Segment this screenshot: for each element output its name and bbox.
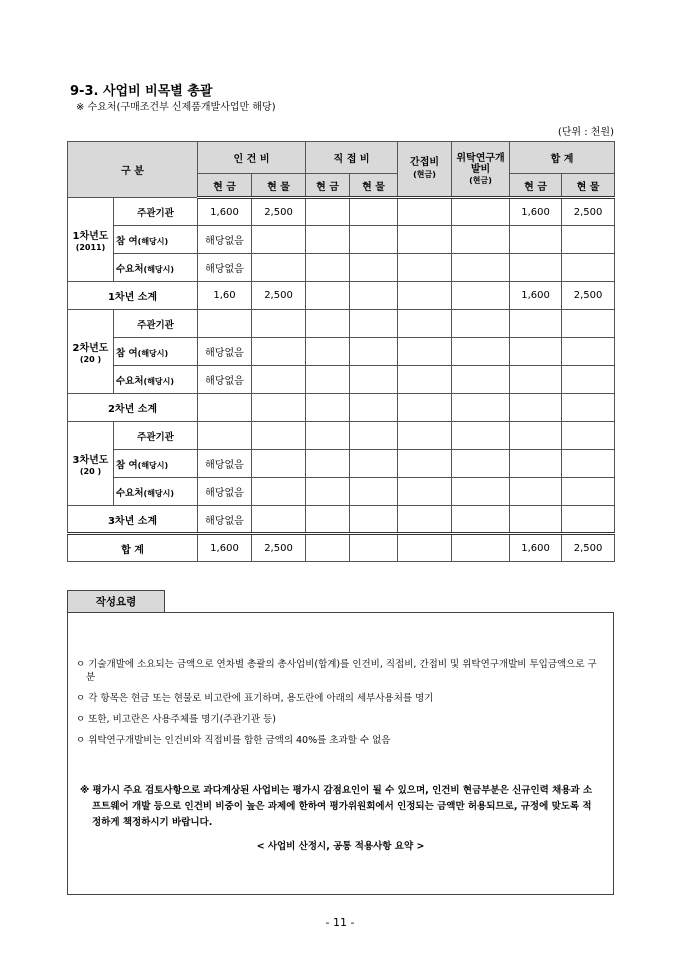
table-row (68, 450, 615, 478)
value-cell: 해당없음 (198, 478, 252, 506)
value-cell (510, 478, 562, 506)
header-direct-cash: 현 금 (306, 174, 350, 198)
value-cell (350, 366, 398, 394)
value-cell: 해당없음 (198, 450, 252, 478)
value-cell (398, 338, 452, 366)
section-note: ※ 수요처(구매조건부 신제품개발사업만 해당) (76, 102, 276, 113)
value-cell (350, 310, 398, 338)
value-cell (562, 366, 615, 394)
subtotal-label: 3차년 소계 (68, 506, 198, 534)
year-label (68, 310, 114, 394)
value-cell (252, 254, 306, 282)
value-cell (198, 394, 252, 422)
guide-item: ㅇ 각 항목은 현금 또는 현물로 비고란에 표기하며, 용도란에 아래의 세부사용처를 명기 (76, 693, 434, 704)
org-name: 참 여 (116, 459, 138, 471)
value-cell (510, 310, 562, 338)
value-cell: 2,500 (562, 534, 615, 562)
value-cell (562, 478, 615, 506)
org-name: 주관기관 (137, 319, 174, 331)
org-sub: (해당시) (137, 460, 169, 470)
value-cell (398, 310, 452, 338)
table-row (68, 338, 615, 366)
unit-label: (단위 : 천원) (557, 127, 614, 138)
value-cell: 해당없음 (198, 506, 252, 534)
value-cell (452, 478, 510, 506)
value-cell (562, 226, 615, 254)
value-cell (252, 310, 306, 338)
org-label (114, 478, 198, 506)
value-cell (398, 394, 452, 422)
value-cell (510, 366, 562, 394)
org-name: 수요처 (116, 263, 144, 275)
value-cell (306, 422, 350, 450)
value-cell: 1,600 (198, 198, 252, 226)
value-cell: 1,600 (510, 534, 562, 562)
value-cell: 해당없음 (198, 226, 252, 254)
value-cell (306, 198, 350, 226)
value-cell (252, 422, 306, 450)
value-cell (306, 338, 350, 366)
table-row (68, 198, 615, 226)
org-sub: (해당시) (137, 236, 169, 246)
table-row (68, 478, 615, 506)
value-cell (252, 450, 306, 478)
value-cell (452, 366, 510, 394)
value-cell: 1,600 (198, 534, 252, 562)
value-cell (452, 226, 510, 254)
org-name: 참 여 (116, 235, 138, 247)
header-gubun: 구 분 (68, 142, 198, 198)
value-cell: 2,500 (252, 534, 306, 562)
value-cell (398, 282, 452, 310)
year-sub: (2011) (75, 242, 106, 252)
value-cell (510, 506, 562, 534)
value-cell (350, 478, 398, 506)
org-name: 주관기관 (137, 207, 174, 219)
value-cell (350, 254, 398, 282)
value-cell: 2,500 (562, 282, 615, 310)
value-cell: 1,600 (510, 282, 562, 310)
value-cell (306, 534, 350, 562)
value-cell (350, 422, 398, 450)
org-label (114, 254, 198, 282)
guide-list (76, 658, 603, 755)
header-total-cash: 현 금 (510, 174, 562, 198)
value-cell (198, 422, 252, 450)
header-labor-kind: 현 물 (252, 174, 306, 198)
org-name: 수요처 (116, 375, 144, 387)
org-label (114, 226, 198, 254)
year-label (68, 198, 114, 282)
value-cell: 해당없음 (198, 254, 252, 282)
guide-tab: 작성요령 (67, 590, 165, 613)
org-name: 수요처 (116, 487, 144, 499)
value-cell (562, 394, 615, 422)
value-cell (452, 394, 510, 422)
value-cell (562, 310, 615, 338)
org-name: 주관기관 (137, 431, 174, 443)
header-indirect-sub: (현금) (413, 170, 436, 179)
page-number: - 11 - (325, 916, 355, 929)
table-row (68, 422, 615, 450)
value-cell (510, 422, 562, 450)
org-label (114, 198, 198, 226)
budget-table (67, 141, 615, 562)
value-cell (252, 394, 306, 422)
value-cell (350, 450, 398, 478)
year-name: 2차년도 (72, 342, 109, 354)
value-cell: 2,500 (562, 198, 615, 226)
subtotal-label: 2차년 소계 (68, 394, 198, 422)
org-label (114, 310, 198, 338)
value-cell (398, 534, 452, 562)
value-cell (452, 422, 510, 450)
section-title: 9-3. 사업비 비목별 총괄 (70, 84, 213, 99)
header-direct-kind: 현 물 (350, 174, 398, 198)
value-cell (452, 534, 510, 562)
value-cell (452, 338, 510, 366)
value-cell (452, 506, 510, 534)
value-cell (398, 506, 452, 534)
subtotal-row (68, 506, 615, 534)
header-indirect (398, 142, 452, 198)
header-total: 합 계 (510, 142, 615, 174)
org-sub: (해당시) (137, 348, 169, 358)
header-labor-cash: 현 금 (198, 174, 252, 198)
org-sub: (해당시) (143, 488, 175, 498)
value-cell (306, 366, 350, 394)
guide-box (67, 612, 614, 895)
value-cell (562, 450, 615, 478)
value-cell (562, 254, 615, 282)
org-label (114, 338, 198, 366)
value-cell (398, 450, 452, 478)
value-cell (306, 310, 350, 338)
value-cell (510, 450, 562, 478)
value-cell (398, 254, 452, 282)
org-label (114, 366, 198, 394)
guide-item: ㅇ 위탁연구개발비는 인건비와 직접비를 합한 금액의 40%를 초과할 수 없음 (76, 735, 391, 746)
value-cell (510, 394, 562, 422)
header-consign-sub: (현금) (469, 175, 492, 185)
header-total-kind: 현 물 (562, 174, 615, 198)
value-cell (398, 422, 452, 450)
value-cell (252, 226, 306, 254)
value-cell (350, 534, 398, 562)
subtotal-row (68, 394, 615, 422)
value-cell (306, 506, 350, 534)
table-row (68, 226, 615, 254)
year-name: 1차년도 (72, 230, 109, 242)
header-consign (452, 142, 510, 198)
org-name: 참 여 (116, 347, 138, 359)
value-cell: 1,60 (198, 282, 252, 310)
value-cell (252, 506, 306, 534)
header-indirect-label: 간접비 (410, 157, 440, 168)
value-cell (350, 198, 398, 226)
guide-warning: ※ 평가시 주요 검토사항으로 과다계상된 사업비는 평가시 감점요인이 될 수 있으며, 인건비 현금부분은 신규인력 채용과 소프트웨어 개발 등으로 인건비 비중이 높은 과제에 한하여 평가위원회에서 인정되는 금액만 허용되므로, 규정에 맞도록 적정하게 책정하시기 바랍니다. (80, 785, 593, 828)
value-cell (306, 450, 350, 478)
value-cell (452, 198, 510, 226)
value-cell (452, 282, 510, 310)
header-direct: 직 접 비 (306, 142, 398, 174)
value-cell (510, 254, 562, 282)
value-cell (306, 282, 350, 310)
value-cell: 2,500 (252, 198, 306, 226)
value-cell (562, 338, 615, 366)
value-cell (198, 310, 252, 338)
grand-total-row (68, 534, 615, 562)
year-name: 3차년도 (72, 454, 109, 466)
header-labor: 인 건 비 (198, 142, 306, 174)
subtotal-row (68, 282, 615, 310)
year-sub: (20 ) (79, 354, 102, 364)
table-row (68, 310, 615, 338)
org-label (114, 450, 198, 478)
value-cell (350, 282, 398, 310)
value-cell (452, 310, 510, 338)
value-cell (562, 422, 615, 450)
value-cell (350, 394, 398, 422)
guide-item: ㅇ 기술개발에 소요되는 금액으로 연차별 총괄의 총사업비(합계)를 인건비, 직접비, 간접비 및 위탁연구개발비 투입금액으로 구분 (76, 659, 597, 683)
value-cell (398, 366, 452, 394)
value-cell (252, 338, 306, 366)
value-cell (350, 226, 398, 254)
value-cell (398, 226, 452, 254)
value-cell (306, 394, 350, 422)
org-sub: (해당시) (143, 376, 175, 386)
guide-item: ㅇ 또한, 비고란은 사용주체를 명기(주관기관 등) (76, 714, 276, 725)
value-cell (398, 478, 452, 506)
value-cell (306, 254, 350, 282)
value-cell (252, 478, 306, 506)
org-sub: (해당시) (143, 264, 175, 274)
value-cell (306, 478, 350, 506)
value-cell (306, 226, 350, 254)
value-cell (350, 506, 398, 534)
value-cell (252, 366, 306, 394)
value-cell (510, 338, 562, 366)
table-row (68, 366, 615, 394)
value-cell: 해당없음 (198, 366, 252, 394)
table-row (68, 254, 615, 282)
value-cell (350, 338, 398, 366)
value-cell: 1,600 (510, 198, 562, 226)
year-sub: (20 ) (79, 466, 102, 476)
year-label (68, 422, 114, 506)
subtotal-label: 1차년 소계 (68, 282, 198, 310)
value-cell (510, 226, 562, 254)
value-cell: 2,500 (252, 282, 306, 310)
org-label (114, 422, 198, 450)
value-cell (452, 450, 510, 478)
header-consign-label: 위탁연구개발비 (456, 152, 505, 175)
guide-summary: < 사업비 산정시, 공통 적용사항 요약 > (256, 841, 425, 852)
grand-total-label: 합 계 (68, 534, 198, 562)
value-cell: 해당없음 (198, 338, 252, 366)
value-cell (398, 198, 452, 226)
value-cell (562, 506, 615, 534)
value-cell (452, 254, 510, 282)
